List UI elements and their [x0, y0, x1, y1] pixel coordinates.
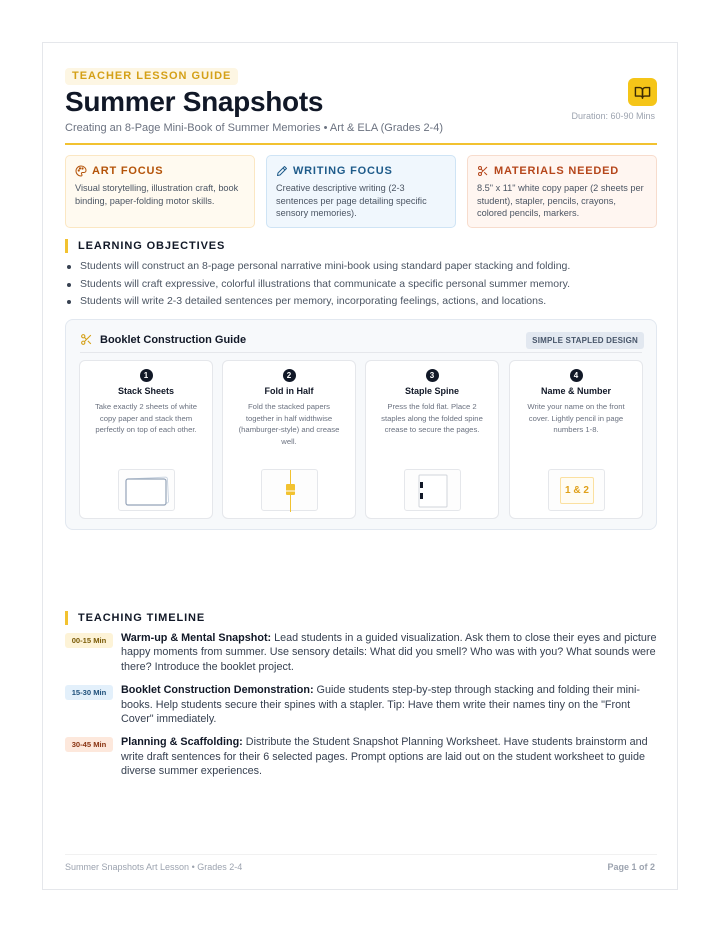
step-card-fold — [222, 360, 356, 519]
step-card-name — [509, 360, 643, 519]
footer-caption: Summer Snapshots Art Lesson • Grades 2-4 — [65, 862, 243, 872]
palette-icon — [75, 165, 87, 177]
step-number: 4 — [570, 369, 583, 382]
scissors-icon — [80, 333, 93, 346]
timeline-label: Planning & Scaffolding: — [121, 736, 243, 749]
timeline-text: Lead students in a guided visualization. Ask them to close their eyes and picture happy moments from summer. Use sensory details: What did you smell? Who was with you? What sounds were there? Introduce the booklet project. — [121, 632, 657, 673]
stapled-spine-illustration — [404, 469, 461, 511]
timeline-row — [65, 683, 657, 726]
footer-divider — [65, 854, 657, 855]
timeline-row — [65, 631, 657, 674]
writing-focus-card — [266, 155, 456, 228]
teaching-timeline — [65, 631, 657, 788]
art-focus-card — [65, 155, 255, 228]
list-item: Students will craft expressive, colorful illustrations that communicate a specific personal summer memory. — [65, 276, 665, 294]
step-card-staple — [365, 360, 499, 519]
materials-title: MATERIALS NEEDED — [494, 165, 620, 177]
list-item: Students will construct an 8-page personal narrative mini-book using standard paper stacking and folding. — [65, 258, 665, 276]
folded-paper-illustration — [261, 469, 318, 511]
art-focus-body: Visual storytelling, illustration craft, book binding, paper-folding motor skills. — [75, 183, 239, 206]
page-subtitle: Creating an 8-Page Mini-Book of Summer Memories • Art & ELA (Grades 2-4) — [65, 122, 444, 134]
time-badge: 15-30 Min — [65, 685, 113, 700]
list-item: Students will write 2-3 detailed sentences per memory, incorporating feelings, actions, and locations. — [65, 293, 665, 311]
design-badge: SIMPLE STAPLED DESIGN — [526, 332, 644, 349]
time-badge: 00-15 Min — [65, 633, 113, 648]
eyebrow-label: TEACHER LESSON GUIDE — [65, 68, 238, 85]
scissors-icon — [477, 165, 489, 177]
materials-card — [467, 155, 657, 228]
construction-guide-panel — [65, 319, 657, 530]
page-title: Summer Snapshots — [65, 86, 324, 117]
timeline-label: Booklet Construction Demonstration: — [121, 684, 314, 697]
step-title: Stack Sheets — [117, 386, 175, 396]
time-badge: 30-45 Min — [65, 737, 113, 752]
timeline-row — [65, 735, 657, 778]
step-number: 3 — [426, 369, 439, 382]
guide-divider — [80, 352, 642, 353]
duration-label: Duration: 60-90 Mins — [571, 111, 655, 121]
timeline-heading: TEACHING TIMELINE — [65, 611, 205, 625]
objectives-heading: LEARNING OBJECTIVES — [65, 239, 225, 253]
timeline-text: Distribute the Student Snapshot Planning Worksheet. Have students brainstorm and write draft sentences for their 6 selected pages. Prompt options are laid out on the student worksheet to guide diverse summer experiences. — [121, 736, 648, 778]
materials-body: 8.5" x 11" white copy paper (2 sheets per student), stapler, pencils, crayons, colored pencils, markers. — [477, 183, 644, 218]
timeline-label: Warm-up & Mental Snapshot: — [121, 632, 272, 644]
lesson-page — [42, 42, 678, 890]
step-description: Press the fold flat. Place 2 staples along the folded spine crease to secure the pages. — [381, 402, 483, 435]
step-card-stack — [79, 360, 213, 519]
step-description: Fold the stacked papers together in half widthwise (hamburger-style) and crease well. — [238, 402, 340, 446]
book-icon — [628, 78, 657, 106]
objectives-list — [65, 258, 665, 311]
stacked-paper-illustration — [118, 469, 175, 511]
step-title: Fold in Half — [264, 386, 314, 396]
step-description: Write your name on the front cover. Lightly pencil in page numbers 1-8. — [527, 402, 625, 435]
pencil-icon — [276, 165, 288, 177]
page-numbers-label: 1 & 2 — [560, 477, 594, 504]
art-focus-title: ART FOCUS — [92, 165, 164, 177]
step-description: Take exactly 2 sheets of white copy paper and stack them perfectly on top of each other. — [94, 402, 198, 435]
timeline-text: Guide students step-by-step through stacking and folding their mini-books. Help students secure their spines with a stapler. Tip: Have them write their names tiny on the "Front Cover" immediately. — [121, 684, 641, 726]
writing-focus-title: WRITING FOCUS — [293, 165, 393, 177]
step-number: 1 — [140, 369, 153, 382]
header-divider — [65, 143, 657, 145]
page-numbers-illustration — [548, 469, 605, 511]
step-number: 2 — [283, 369, 296, 382]
writing-focus-body: Creative descriptive writing (2-3 sentences per page detailing specific sensory memories). — [276, 183, 427, 218]
step-title: Staple Spine — [404, 386, 459, 396]
page-number: Page 1 of 2 — [607, 862, 655, 872]
guide-title: Booklet Construction Guide — [100, 333, 247, 346]
step-title: Name & Number — [540, 386, 612, 396]
